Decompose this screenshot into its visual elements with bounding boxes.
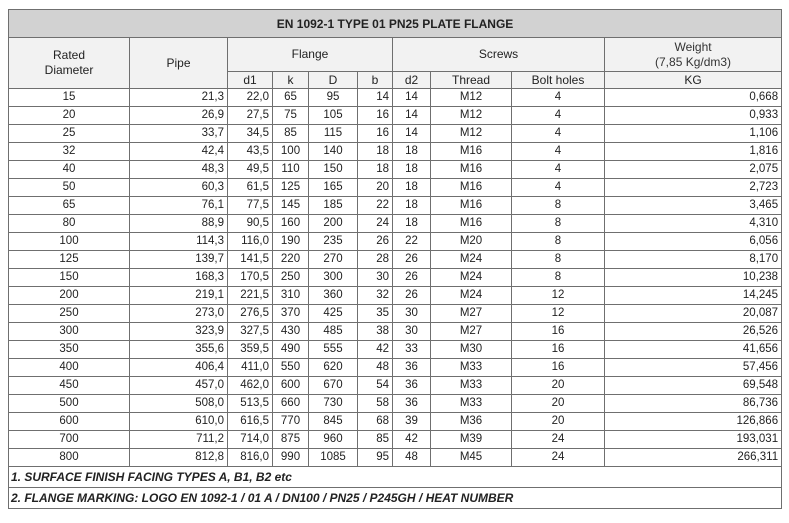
cell-d2: 30 (393, 323, 431, 341)
table-row (9, 125, 782, 143)
cell-pipe: 355,6 (130, 341, 228, 359)
cell-bolt-holes: 24 (512, 449, 605, 467)
cell-weight-kg: 69,548 (605, 377, 782, 395)
cell-k: 370 (273, 305, 309, 323)
cell-rated-diameter: 20 (9, 107, 130, 125)
cell-thread: M33 (431, 377, 512, 395)
cell-thread: M16 (431, 197, 512, 215)
table-row (9, 269, 782, 287)
cell-d2: 18 (393, 197, 431, 215)
table-row (9, 89, 782, 107)
cell-k: 65 (273, 89, 309, 107)
cell-D: 270 (309, 251, 358, 269)
cell-D: 485 (309, 323, 358, 341)
table-row (9, 107, 782, 125)
cell-b: 54 (358, 377, 393, 395)
cell-D: 105 (309, 107, 358, 125)
cell-k: 310 (273, 287, 309, 305)
cell-b: 24 (358, 215, 393, 233)
header-rated-label-2: Diameter (44, 63, 94, 77)
table-row (9, 449, 782, 467)
cell-weight-kg: 193,031 (605, 431, 782, 449)
header-flange: Flange (228, 38, 393, 72)
header-thread: Thread (431, 72, 512, 89)
cell-d2: 22 (393, 233, 431, 251)
table-title: EN 1092-1 TYPE 01 PN25 PLATE FLANGE (9, 10, 782, 38)
cell-bolt-holes: 16 (512, 323, 605, 341)
cell-pipe: 88,9 (130, 215, 228, 233)
table-row (9, 143, 782, 161)
cell-k: 160 (273, 215, 309, 233)
table-row (9, 287, 782, 305)
header-D: D (309, 72, 358, 89)
cell-thread: M16 (431, 143, 512, 161)
cell-D: 1085 (309, 449, 358, 467)
cell-thread: M12 (431, 107, 512, 125)
cell-b: 18 (358, 143, 393, 161)
cell-bolt-holes: 4 (512, 125, 605, 143)
header-rated-diameter (9, 38, 130, 89)
cell-k: 190 (273, 233, 309, 251)
cell-D: 845 (309, 413, 358, 431)
table-row (9, 377, 782, 395)
table-row (9, 359, 782, 377)
cell-pipe: 168,3 (130, 269, 228, 287)
cell-weight-kg: 6,056 (605, 233, 782, 251)
cell-rated-diameter: 125 (9, 251, 130, 269)
cell-pipe: 508,0 (130, 395, 228, 413)
cell-k: 75 (273, 107, 309, 125)
cell-k: 490 (273, 341, 309, 359)
cell-d1: 816,0 (228, 449, 273, 467)
cell-rated-diameter: 200 (9, 287, 130, 305)
cell-thread: M27 (431, 323, 512, 341)
cell-rated-diameter: 800 (9, 449, 130, 467)
cell-bolt-holes: 16 (512, 359, 605, 377)
cell-rated-diameter: 15 (9, 89, 130, 107)
cell-thread: M24 (431, 287, 512, 305)
cell-pipe: 60,3 (130, 179, 228, 197)
cell-bolt-holes: 4 (512, 107, 605, 125)
cell-bolt-holes: 20 (512, 377, 605, 395)
cell-rated-diameter: 80 (9, 215, 130, 233)
cell-d1: 141,5 (228, 251, 273, 269)
cell-d1: 61,5 (228, 179, 273, 197)
cell-d2: 14 (393, 125, 431, 143)
cell-thread: M30 (431, 341, 512, 359)
cell-k: 145 (273, 197, 309, 215)
cell-thread: M16 (431, 179, 512, 197)
cell-d1: 221,5 (228, 287, 273, 305)
cell-k: 85 (273, 125, 309, 143)
cell-weight-kg: 2,075 (605, 161, 782, 179)
cell-weight-kg: 3,465 (605, 197, 782, 215)
cell-D: 115 (309, 125, 358, 143)
cell-bolt-holes: 8 (512, 233, 605, 251)
header-d2: d2 (393, 72, 431, 89)
cell-d2: 48 (393, 449, 431, 467)
cell-bolt-holes: 20 (512, 395, 605, 413)
cell-k: 250 (273, 269, 309, 287)
cell-weight-kg: 2,723 (605, 179, 782, 197)
cell-rated-diameter: 400 (9, 359, 130, 377)
cell-weight-kg: 4,310 (605, 215, 782, 233)
cell-k: 660 (273, 395, 309, 413)
cell-pipe: 42,4 (130, 143, 228, 161)
cell-b: 26 (358, 233, 393, 251)
cell-D: 620 (309, 359, 358, 377)
cell-D: 140 (309, 143, 358, 161)
cell-rated-diameter: 150 (9, 269, 130, 287)
cell-rated-diameter: 32 (9, 143, 130, 161)
cell-bolt-holes: 4 (512, 161, 605, 179)
cell-weight-kg: 8,170 (605, 251, 782, 269)
cell-bolt-holes: 4 (512, 179, 605, 197)
cell-rated-diameter: 450 (9, 377, 130, 395)
cell-d1: 90,5 (228, 215, 273, 233)
cell-d1: 34,5 (228, 125, 273, 143)
cell-d1: 43,5 (228, 143, 273, 161)
cell-d2: 36 (393, 395, 431, 413)
cell-bolt-holes: 8 (512, 197, 605, 215)
cell-D: 235 (309, 233, 358, 251)
cell-rated-diameter: 25 (9, 125, 130, 143)
cell-pipe: 33,7 (130, 125, 228, 143)
cell-weight-kg: 1,106 (605, 125, 782, 143)
cell-b: 68 (358, 413, 393, 431)
cell-D: 730 (309, 395, 358, 413)
cell-pipe: 457,0 (130, 377, 228, 395)
cell-pipe: 139,7 (130, 251, 228, 269)
cell-weight-kg: 14,245 (605, 287, 782, 305)
cell-rated-diameter: 300 (9, 323, 130, 341)
table-row (9, 197, 782, 215)
cell-b: 95 (358, 449, 393, 467)
cell-d1: 714,0 (228, 431, 273, 449)
cell-rated-diameter: 65 (9, 197, 130, 215)
table-row (9, 395, 782, 413)
cell-d1: 27,5 (228, 107, 273, 125)
cell-b: 18 (358, 161, 393, 179)
cell-pipe: 812,8 (130, 449, 228, 467)
cell-bolt-holes: 12 (512, 287, 605, 305)
table-row (9, 413, 782, 431)
cell-thread: M12 (431, 89, 512, 107)
cell-d2: 30 (393, 305, 431, 323)
table-row (9, 251, 782, 269)
cell-bolt-holes: 24 (512, 431, 605, 449)
cell-d2: 26 (393, 269, 431, 287)
cell-k: 220 (273, 251, 309, 269)
note-flange-marking: 2. FLANGE MARKING: LOGO EN 1092-1 / 01 A / DN100 / PN25 / P245GH / HEAT NUMBER (9, 488, 782, 509)
cell-b: 32 (358, 287, 393, 305)
cell-rated-diameter: 500 (9, 395, 130, 413)
cell-D: 425 (309, 305, 358, 323)
flange-spec-table-container (8, 9, 782, 509)
cell-d2: 18 (393, 161, 431, 179)
cell-b: 16 (358, 125, 393, 143)
cell-pipe: 610,0 (130, 413, 228, 431)
cell-b: 16 (358, 107, 393, 125)
header-weight-label: Weight (674, 39, 712, 54)
cell-weight-kg: 1,816 (605, 143, 782, 161)
cell-b: 22 (358, 197, 393, 215)
cell-d2: 18 (393, 143, 431, 161)
cell-pipe: 323,9 (130, 323, 228, 341)
header-kg: KG (605, 72, 782, 89)
header-b: b (358, 72, 393, 89)
cell-bolt-holes: 20 (512, 413, 605, 431)
cell-b: 20 (358, 179, 393, 197)
header-weight-sub: (7,85 Kg/dm3) (655, 54, 732, 69)
cell-D: 95 (309, 89, 358, 107)
cell-thread: M45 (431, 449, 512, 467)
cell-thread: M27 (431, 305, 512, 323)
table-row (9, 305, 782, 323)
header-k: k (273, 72, 309, 89)
cell-b: 35 (358, 305, 393, 323)
table-row (9, 341, 782, 359)
cell-pipe: 114,3 (130, 233, 228, 251)
header-bolt-holes: Bolt holes (512, 72, 605, 89)
cell-d2: 39 (393, 413, 431, 431)
cell-thread: M24 (431, 269, 512, 287)
cell-D: 555 (309, 341, 358, 359)
cell-pipe: 76,1 (130, 197, 228, 215)
cell-rated-diameter: 100 (9, 233, 130, 251)
cell-d2: 18 (393, 215, 431, 233)
cell-d2: 14 (393, 107, 431, 125)
cell-weight-kg: 86,736 (605, 395, 782, 413)
cell-bolt-holes: 12 (512, 305, 605, 323)
cell-d1: 616,5 (228, 413, 273, 431)
header-d1: d1 (228, 72, 273, 89)
cell-d1: 116,0 (228, 233, 273, 251)
cell-weight-kg: 0,933 (605, 107, 782, 125)
cell-b: 58 (358, 395, 393, 413)
cell-weight-kg: 266,311 (605, 449, 782, 467)
cell-k: 770 (273, 413, 309, 431)
cell-thread: M20 (431, 233, 512, 251)
cell-k: 600 (273, 377, 309, 395)
cell-d1: 276,5 (228, 305, 273, 323)
cell-d1: 327,5 (228, 323, 273, 341)
cell-d2: 36 (393, 359, 431, 377)
note-surface-finish: 1. SURFACE FINISH FACING TYPES A, B1, B2 etc (9, 467, 782, 488)
cell-thread: M24 (431, 251, 512, 269)
cell-weight-kg: 57,456 (605, 359, 782, 377)
cell-bolt-holes: 4 (512, 89, 605, 107)
cell-d2: 26 (393, 251, 431, 269)
cell-pipe: 711,2 (130, 431, 228, 449)
cell-thread: M39 (431, 431, 512, 449)
cell-pipe: 48,3 (130, 161, 228, 179)
cell-d1: 22,0 (228, 89, 273, 107)
cell-rated-diameter: 40 (9, 161, 130, 179)
table-row (9, 215, 782, 233)
cell-weight-kg: 0,668 (605, 89, 782, 107)
cell-d1: 49,5 (228, 161, 273, 179)
cell-pipe: 273,0 (130, 305, 228, 323)
cell-D: 165 (309, 179, 358, 197)
cell-k: 990 (273, 449, 309, 467)
cell-D: 200 (309, 215, 358, 233)
cell-b: 30 (358, 269, 393, 287)
cell-b: 42 (358, 341, 393, 359)
cell-d2: 14 (393, 89, 431, 107)
cell-weight-kg: 10,238 (605, 269, 782, 287)
cell-D: 185 (309, 197, 358, 215)
table-row (9, 179, 782, 197)
cell-rated-diameter: 50 (9, 179, 130, 197)
cell-weight-kg: 41,656 (605, 341, 782, 359)
cell-d1: 170,5 (228, 269, 273, 287)
table-row (9, 233, 782, 251)
cell-D: 360 (309, 287, 358, 305)
cell-b: 28 (358, 251, 393, 269)
cell-D: 960 (309, 431, 358, 449)
cell-d2: 36 (393, 377, 431, 395)
cell-bolt-holes: 8 (512, 269, 605, 287)
cell-b: 48 (358, 359, 393, 377)
header-screws: Screws (393, 38, 605, 72)
cell-rated-diameter: 350 (9, 341, 130, 359)
cell-k: 875 (273, 431, 309, 449)
cell-d1: 77,5 (228, 197, 273, 215)
cell-thread: M33 (431, 359, 512, 377)
cell-D: 300 (309, 269, 358, 287)
cell-bolt-holes: 8 (512, 215, 605, 233)
cell-bolt-holes: 4 (512, 143, 605, 161)
cell-b: 14 (358, 89, 393, 107)
table-body (9, 89, 782, 467)
table-row (9, 161, 782, 179)
flange-spec-table (8, 9, 782, 509)
cell-weight-kg: 20,087 (605, 305, 782, 323)
cell-k: 430 (273, 323, 309, 341)
cell-rated-diameter: 250 (9, 305, 130, 323)
cell-pipe: 406,4 (130, 359, 228, 377)
cell-k: 100 (273, 143, 309, 161)
cell-b: 38 (358, 323, 393, 341)
cell-b: 85 (358, 431, 393, 449)
cell-d2: 42 (393, 431, 431, 449)
cell-pipe: 26,9 (130, 107, 228, 125)
cell-k: 110 (273, 161, 309, 179)
cell-pipe: 21,3 (130, 89, 228, 107)
table-row (9, 431, 782, 449)
cell-k: 125 (273, 179, 309, 197)
table-row (9, 323, 782, 341)
cell-d2: 26 (393, 287, 431, 305)
cell-thread: M12 (431, 125, 512, 143)
cell-rated-diameter: 600 (9, 413, 130, 431)
cell-thread: M16 (431, 161, 512, 179)
cell-d1: 411,0 (228, 359, 273, 377)
cell-thread: M33 (431, 395, 512, 413)
cell-d1: 462,0 (228, 377, 273, 395)
cell-d2: 33 (393, 341, 431, 359)
header-pipe: Pipe (130, 38, 228, 89)
header-weight (605, 38, 782, 72)
cell-bolt-holes: 8 (512, 251, 605, 269)
cell-pipe: 219,1 (130, 287, 228, 305)
cell-D: 150 (309, 161, 358, 179)
cell-k: 550 (273, 359, 309, 377)
cell-d1: 513,5 (228, 395, 273, 413)
cell-weight-kg: 26,526 (605, 323, 782, 341)
cell-d1: 359,5 (228, 341, 273, 359)
header-rated-label-1: Rated (52, 48, 86, 62)
cell-thread: M16 (431, 215, 512, 233)
cell-D: 670 (309, 377, 358, 395)
cell-weight-kg: 126,866 (605, 413, 782, 431)
cell-rated-diameter: 700 (9, 431, 130, 449)
cell-d2: 18 (393, 179, 431, 197)
cell-bolt-holes: 16 (512, 341, 605, 359)
cell-thread: M36 (431, 413, 512, 431)
